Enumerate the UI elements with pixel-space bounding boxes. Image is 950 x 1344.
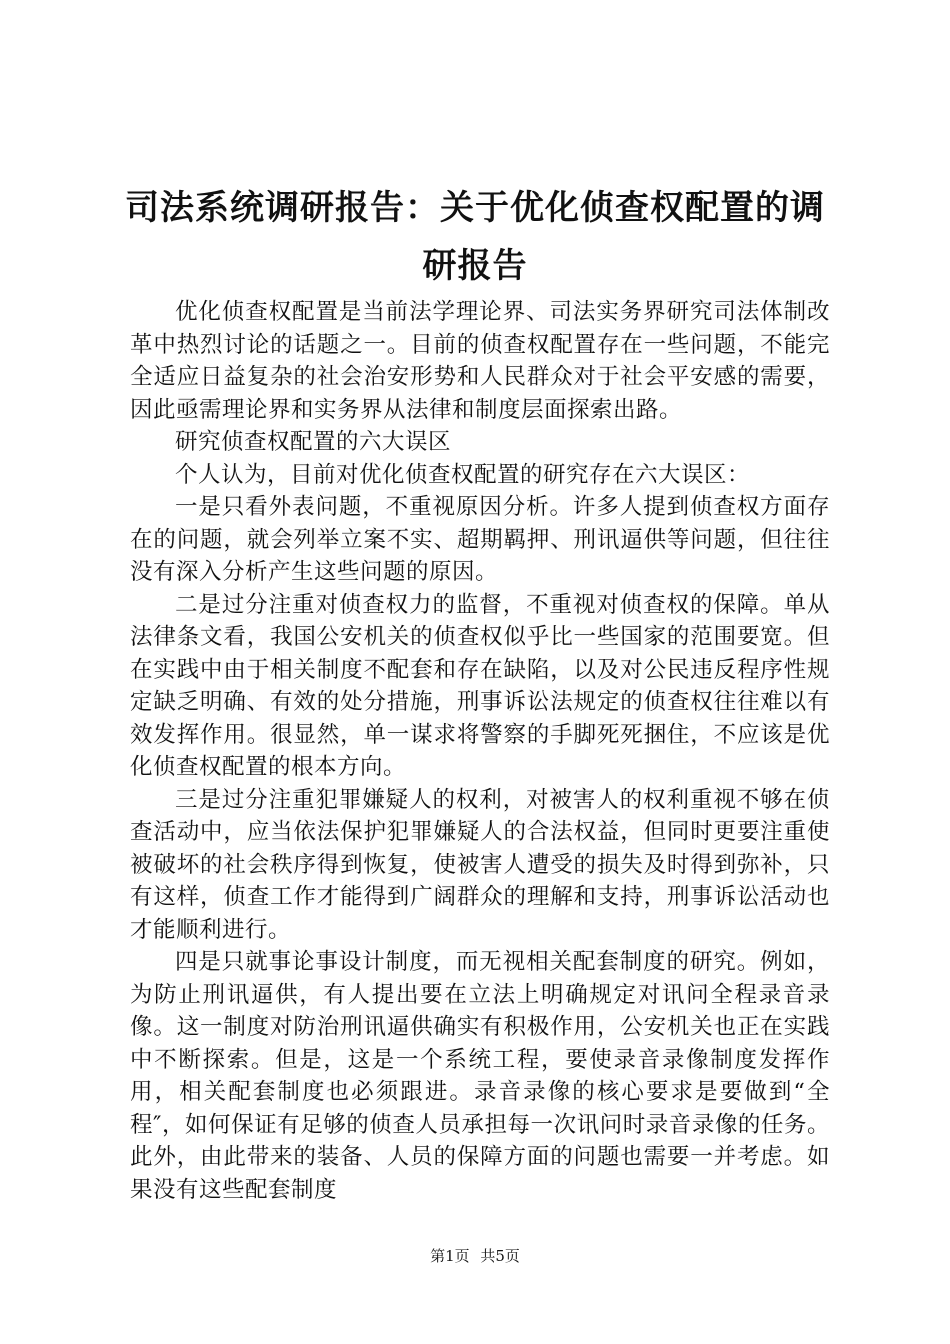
paragraph-intro: 优化侦查权配置是当前法学理论界、司法实务界研究司法体制改革中热烈讨论的话题之一。目前的侦查权配置存在一些问题，不能完全适应日益复杂的社会治安形势和人民群众对于社会平安感的需要，因此亟需理论界和实务界从法律和制度层面探索出路。 bbox=[130, 299, 830, 423]
paragraph-point-1: 一是只看外表问题，不重视原因分析。许多人提到侦查权方面存在的问题，就会列举立案不实、超期羁押、刑讯逼供等问题，但往往没有深入分析产生这些问题的原因。 bbox=[130, 494, 830, 585]
paragraph-point-2: 二是过分注重对侦查权力的监督，不重视对侦查权的保障。单从法律条文看，我国公安机关的侦查权似乎比一些国家的范围要宽。但在实践中由于相关制度不配套和存在缺陷，以及对公民违反程序性规定缺乏明确、有效的处分措施，刑事诉讼法规定的侦查权往往难以有效发挥作用。很显然，单一谋求将警察的手脚死死捆住，不应该是优化侦查权配置的根本方向。 bbox=[130, 591, 830, 780]
paragraph-summary: 个人认为，目前对优化侦查权配置的研究存在六大误区： bbox=[175, 461, 751, 488]
page-total: 共5页 bbox=[480, 1247, 520, 1265]
page-number: 第1页 bbox=[430, 1247, 470, 1265]
document-title-line-1: 司法系统调研报告：关于优化侦查权配置的调 bbox=[125, 188, 825, 228]
paragraph-point-4: 四是只就事论事设计制度，而无视相关配套制度的研究。例如，为防止刑讯逼供，有人提出要在立法上明确规定对讯问全程录音录像。这一制度对防治刑讯逼供确实有积极作用，公安机关也正在实践中不断探索。但是，这是一个系统工程，要使录音录像制度发挥作用，相关配套制度也必须跟进。录音录像的核心要求是要做到“全程″，如何保证有足够的侦查人员承担每一次讯问时录音录像的任务。此外，由此带来的装备、人员的保障方面的问题也需要一并考虑。如果没有这些配套制度 bbox=[130, 949, 830, 1203]
document-body bbox=[130, 296, 830, 1206]
section-heading: 研究侦查权配置的六大误区 bbox=[175, 429, 452, 455]
paragraph-point-3: 三是过分注重犯罪嫌疑人的权利，对被害人的权利重视不够在侦查活动中，应当依法保护犯罪嫌疑人的合法权益，但同时更要注重使被破坏的社会秩序得到恢复，使被害人遭受的损失及时得到弥补，只有这样，侦查工作才能得到广阔群众的理解和支持，刑事诉讼活动也才能顺利进行。 bbox=[130, 786, 830, 943]
document-title-line-2: 研报告 bbox=[422, 246, 528, 286]
page-footer bbox=[0, 1246, 950, 1266]
